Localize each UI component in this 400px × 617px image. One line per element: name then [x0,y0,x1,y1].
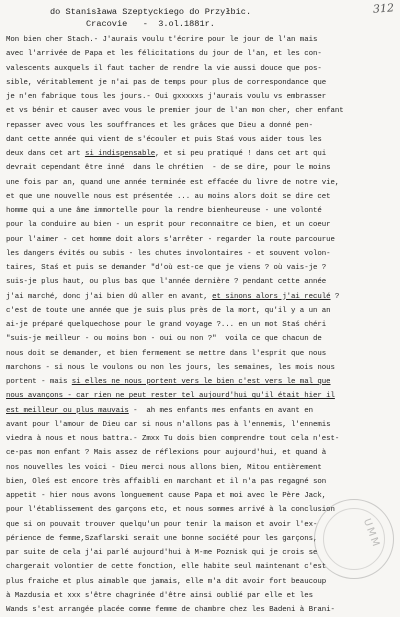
line-text: nous doit se demander, et bien fermement se mettre dans l'esprit que nous [6,349,327,358]
letter-line [6,432,394,446]
line-text: marchons - si nous le voulons ou non les jours, les semaines, les mois nous [6,363,335,372]
line-text: , et si peu pratiqué ! dans cet art qui [155,150,327,158]
line-text: pour l'établissement des garçons etc, et nous sommes arrivé à la conclusion [6,506,335,515]
line-text: dant cette année qui vient de s'écouler et puis Staś vous aider tous les [6,135,322,144]
line-text: plus fraiche et plus aimable que jamais, elle m'a dit avoir fort beaucoup [6,577,327,586]
line-text: je n'en fabrique tous les jours.- Oui gxxxxxs j'aurais voulu vs embrasser [6,93,327,101]
letter-line [6,261,394,275]
line-text: ce-pas mon enfant ? Mais assez de réflexions pour aujourd'hui, et quand à [6,449,327,458]
underlined-text: nous avançons - car rien ne peut rester tel aujourd'hui qu'il était hier il [6,392,335,401]
line-text: pour l'aimer - cet homme doit alors s'arrêter - regarder la route parcourue [6,235,335,244]
letter-line [6,489,394,503]
line-text: ai-je préparé quelquechose pour le grand voyage ?... en un mot Staś chéri [6,321,327,329]
letter-line [6,147,394,161]
letter-line [6,247,394,261]
letter-line [6,332,394,346]
letter-line [6,304,394,318]
letter-line [6,76,394,90]
line-text: une fois par an, quand une année terminée est effacée du livre de notre vie, [6,178,340,187]
line-text: suis-je plus haut, ou plus bas que l'année dernière ? pendant cette année [6,278,327,287]
letter-line [6,204,394,218]
line-text: deux dans cet art [6,150,85,158]
line-text: sible, véritablement je n'ai pas de temps pour plus de correspondance que [6,78,327,87]
letter-line [6,218,394,232]
letter-line [6,190,394,204]
letter-line [6,133,394,147]
line-text: que si on pouvait trouver quelqu'un pour tenir la maison et avoir l'ex- [6,520,318,529]
letter-line [6,546,394,560]
stamp-text: UMM [361,517,383,550]
line-text: nos nouvelles les voici - Dieu merci nous allons bien, Mitou entièrement [6,463,322,472]
letter-line [6,104,394,118]
line-text: j'ai marché, donc j'ai bien dû aller en avant, [6,292,213,301]
line-text: à Mazdusia et xxx s'être chagrinée d'être ainsi oublié par elle et les [6,591,313,600]
letter-line [6,446,394,460]
letter-line [6,119,394,133]
line-text: valescents auxquels il faut tacher de rendre la vie aussi douce que pos- [6,64,322,73]
line-text: appetit - hier nous avons longuement cause Papa et moi avec le Père Jack, [6,492,327,500]
letter-line [6,532,394,546]
line-text: ? [330,292,340,301]
letter-line [6,461,394,475]
line-text: repasser avec vous les souffrances et les grâces que Dieu a donné pen- [6,121,313,130]
letter-line [6,503,394,517]
letter-line [6,90,394,104]
line-text: homme qui a une âme immortelle pour la rendre bienheureuse - une volonté [6,207,322,215]
line-text: pour la conduire au bien - un esprit pour reconnaitre ce bien, et un coeur [6,221,331,230]
line-text: et que une nouvelle nous est présentée ... au moins alors doit se dire cet [6,192,331,201]
letter-line [6,389,394,403]
line-text: les dangers évités ou subis - les chutes involontaires - et souvent volon- [6,249,331,258]
letter-line [6,47,394,61]
letter-line [6,233,394,247]
letter-line [6,361,394,375]
letter-line [6,161,394,175]
line-text: portent - mais [6,378,72,386]
line-text: devrait cependant être inné dans le chrétien - de se dire, pour le moins [6,164,331,173]
letter-line [6,347,394,361]
line-text: avec l'arrivée de Papa et les félicitations du jour de l'an, et les con- [6,50,322,59]
letter-line [6,603,394,617]
line-text: c'est de toute une année que je suis plus près de la mort, qu'il y a un an [6,306,331,315]
line-text: chargerait volontier de cette fonction, elle habite seul maintenant c'est [6,563,327,572]
letter-line [6,176,394,190]
letter-line [6,418,394,432]
line-text: viedra à nous et nous battra.- Zmxx Tu dois bien comprendre tout cela n'est- [6,435,340,443]
letter-body [6,33,394,617]
line-text: taires, Staś et puis se demander "d'où est-ce que je viens ? où vais-je ? [6,264,327,272]
line-text: et vs bénir et causer avec vous le premier jour de l'an mon cher, cher enfant [6,107,344,116]
letter-line [6,589,394,603]
letter-line [6,318,394,332]
letter-line [6,290,394,304]
line-text: Wands s'est arrangée placée comme femme de chambre chez les Badeni à Brani- [6,606,335,614]
letter-line [6,560,394,574]
letter-line [6,33,394,47]
underlined-text: si elles ne nous portent vers le bien c'est vers le mal que [71,378,331,386]
line-text: par suite de cela j'ai parlé aujourd'hui à M-me Poznisk qui je crois se [6,549,318,557]
underlined-text: et sinons alors j'ai reculé [212,292,331,301]
letter-line [6,518,394,532]
letter-line [6,404,394,418]
letter-line [6,475,394,489]
page-number: 312 [372,1,395,16]
underlined-text: si indispensable [84,150,156,158]
line-text: Mon bien cher Stach.- J'aurais voulu t'écrire pour le jour de l'an mais [6,36,318,44]
underlined-text: est meilleur ou plus mauvais [6,406,129,415]
line-text: bien, Oleś est encore très affaibli en marchant et il n'a pas regagné son [6,477,327,486]
line-text: avant pour l'amour de Dieu car si nous n'allons pas à l'ennemis, l'ennemis [6,420,331,429]
letter-line [6,275,394,289]
line-text: "suis-je meilleur - ou moins bon - oui ou non ?" voila ce que chacun de [6,335,322,344]
letter-line [6,375,394,389]
line-text: - ah mes enfants mes enfants en avant en [128,406,313,415]
line-text: périence de femme,Szaflarski serait une bonne société pour les garçons, [6,534,318,543]
letter-place-date: Cracovie - 3.ol.1881r. [86,19,215,29]
letter-line [6,62,394,76]
letter-recipient-line: do Stanisława Szeptyckiego do Przyłbic. [50,7,252,17]
